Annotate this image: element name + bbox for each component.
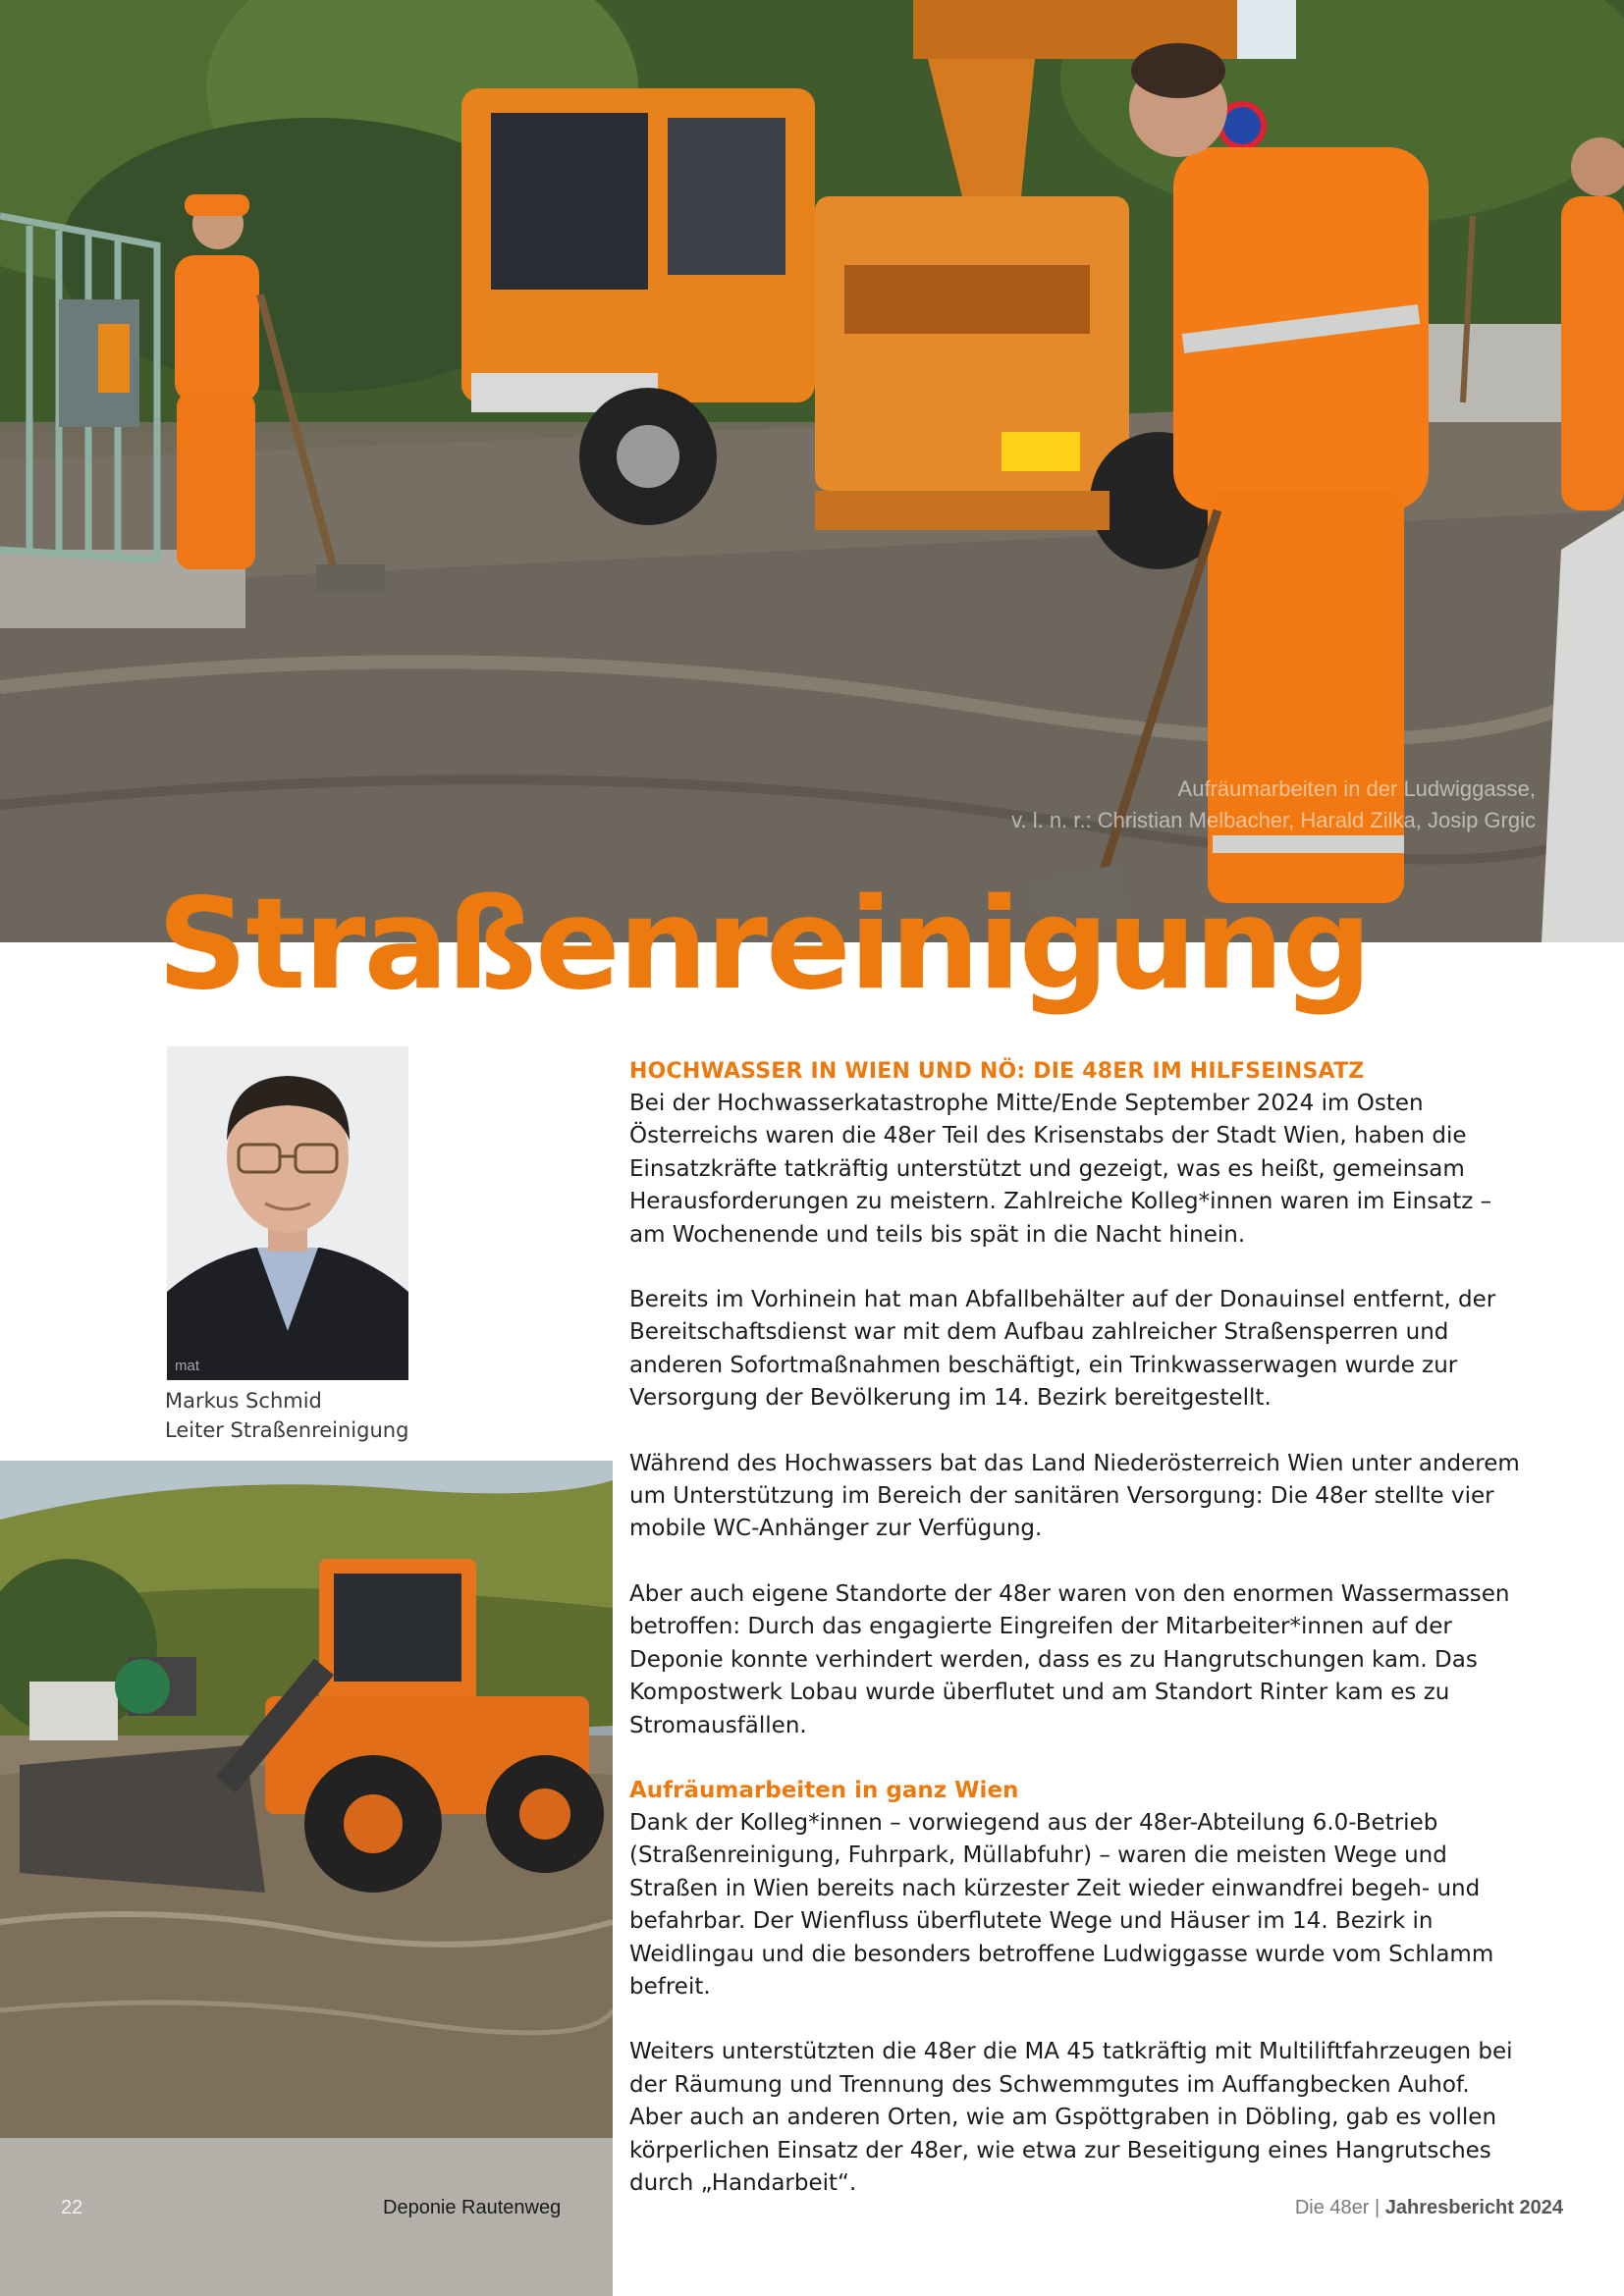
report-name: Jahresbericht 2024 — [1384, 2197, 1563, 2218]
portrait-photo — [167, 1046, 408, 1380]
photo-location-caption: Deponie Rautenweg — [383, 2197, 562, 2218]
article-paragraph-5: Dank der Kolleg*innen – vorwiegend aus der 48er-Abteilung 6.0-Betrieb (Straßenreinigung, Fuhrpark, Müllabfuhr) – waren die meisten Wege und Straßen in Wien bereits nach kürzester Zeit wieder einwandfrei begeh- und befahrbar. Der Wienfluss überflutete Wege und Häuser im 14. Bezirk in Weidlingau und die besonders betroffene Ludwiggasse wurde vom Schlamm befreit. — [629, 1809, 1494, 2000]
article-paragraph-4: Aber auch eigene Standorte der 48er waren von den enormen Wassermassen betroffen: Durch das engagierte Eingreifen der Mitarbeiter*innen auf der Deponie konnte verhindert werden, dass es zu Hangrutschungen kam. Das Kompostwerk Lobau wurde überflutet und am Standort Rinter kam es zu Stromausfällen. — [629, 1580, 1510, 1738]
portrait-name: Markus Schmid — [165, 1389, 322, 1413]
wheel-loader-illustration — [0, 1461, 613, 2296]
page-number: 22 — [61, 2197, 83, 2218]
portrait-illustration — [167, 1046, 408, 1380]
publication-footer — [1295, 2197, 1563, 2219]
article-paragraph-6: Weiters unterstützten die 48er die MA 45 tatkräftig mit Multiliftfahrzeugen bei der Räumung und Trennung des Schwemmgutes im Auffangbecken Auhof. Aber auch an anderen Orten, wie am Gspöttgraben in Döbling, gab es vollen körperlichen Einsatz der 48er, wie etwa zur Beseitigung eines Hangrutsches durch „Handarbeit“. — [629, 2039, 1513, 2196]
hero-photo-caption — [1011, 774, 1536, 836]
article-paragraph-1: Bei der Hochwasserkatastrophe Mitte/Ende September 2024 im Osten Österreichs waren die 48er Teil des Krisenstabs der Stadt Wien, haben die Einsatzkräfte tatkräftig unterstützt und gezeigt, was es heißt, gemeinsam Herausforderungen zu meistern. Zahlreiche Kolleg*innen waren im Einsatz – am Wochenende und teils bis spät in die Nacht hinein. — [629, 1091, 1492, 1248]
article-body — [629, 1056, 1523, 2232]
wheel-loader-photo — [0, 1461, 613, 2296]
hero-caption-line-2: v. l. n. r.: Christian Melbacher, Harald Zilka, Josip Grgic — [1011, 808, 1536, 832]
page-title: Straßenreinigung — [157, 872, 1371, 1018]
hero-caption-line-1: Aufräumarbeiten in der Ludwiggasse, — [1177, 776, 1536, 801]
article-paragraph-3: Während des Hochwassers bat das Land Niederösterreich Wien unter anderem um Unterstützung im Bereich der sanitären Versorgung: Die 48er stellte vier mobile WC-Anhänger zur Verfügung. — [629, 1450, 1520, 1542]
article-heading-2: Aufräumarbeiten in ganz Wien — [629, 1777, 1019, 1803]
hero-photo — [0, 0, 1624, 942]
article-paragraph-2: Bereits im Vorhinein hat man Abfallbehälter auf der Donauinsel entfernt, der Bereitschaftsdienst war mit dem Aufbau zahlreicher Straßensperren und anderen Sofortmaßnahmen beschäftigt, ein Trinkwasserwagen wurde zur Versorgung der Bevölkerung im 14. Bezirk bereitgestellt. — [629, 1287, 1496, 1412]
article-heading-1: HOCHWASSER IN WIEN UND NÖ: DIE 48ER IM HILFSEINSATZ — [629, 1059, 1365, 1084]
portrait-caption — [165, 1386, 408, 1445]
portrait-role: Leiter Straßenreinigung — [165, 1418, 409, 1442]
portrait-credit: mat — [175, 1358, 200, 1374]
footer-separator: | — [1375, 2197, 1380, 2218]
publication-name: Die 48er — [1294, 2197, 1370, 2218]
